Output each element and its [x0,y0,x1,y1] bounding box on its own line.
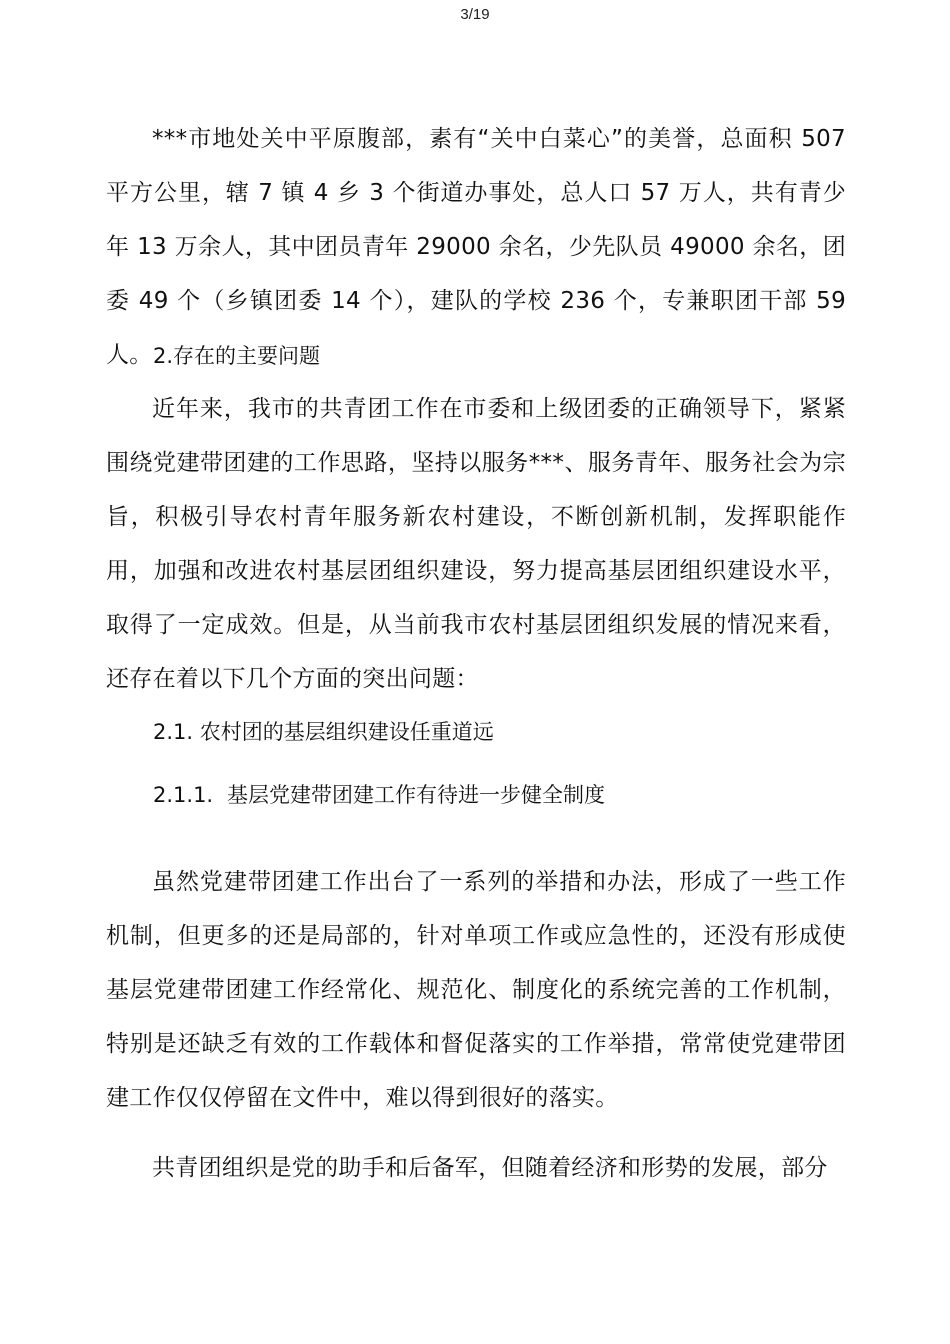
page-number: 3/19 [460,6,490,23]
paragraph-overview: ***市地处关中平原腹部，素有“关中白菜心”的美誉，总面积 507 平方公里，辖 7 镇 4 乡 3 个街道办事处，总人口 57 万人，共有青少年 13 万余人，其中团员青年 29000 余名，少先队员 49000 余名，团委 49 个（乡镇团委 14 个），建队的学校 236 个，专兼职团干部 59 人。 [106,126,846,368]
heading-system-improvement [153,780,605,810]
heading-number: 2.1.1. [153,783,214,807]
paragraph-mechanism: 虽然党建带团建工作出台了一系列的举措和办法，形成了一些工作机制，但更多的还是局部的，针对单项工作或应急性的，还没有形成使基层党建带团建工作经常化、规范化、制度化的系统完善的工作机制，特别是还缺乏有效的工作载体和督促落实的工作举措，常常使党建带团建工作仅仅停留在文件中，难以得到很好的落实。 [106,869,846,1111]
heading-main-problems: 2.存在的主要问题 [153,344,321,368]
heading-rural-organization: 2.1. 农村团的基层组织建设任重道远 [153,720,494,744]
paragraph-recent-years: 近年来，我市的共青团工作在市委和上级团委的正确领导下，紧紧围绕党建带团建的工作思路，坚持以服务***、服务青年、服务社会为宗旨，积极引导农村青年服务新农村建设，不断创新机制，发挥职能作用，加强和改进农村基层团组织建设，努力提高基层团组织建设水平，取得了一定成效。但是，从当前我市农村基层团组织发展的情况来看，还存在着以下几个方面的突出问题： [106,396,846,692]
paragraph-youth-league: 共青团组织是党的助手和后备军，但随着经济和形势的发展，部分 [152,1155,828,1181]
heading-text: 基层党建带团建工作有待进一步健全制度 [227,783,605,807]
